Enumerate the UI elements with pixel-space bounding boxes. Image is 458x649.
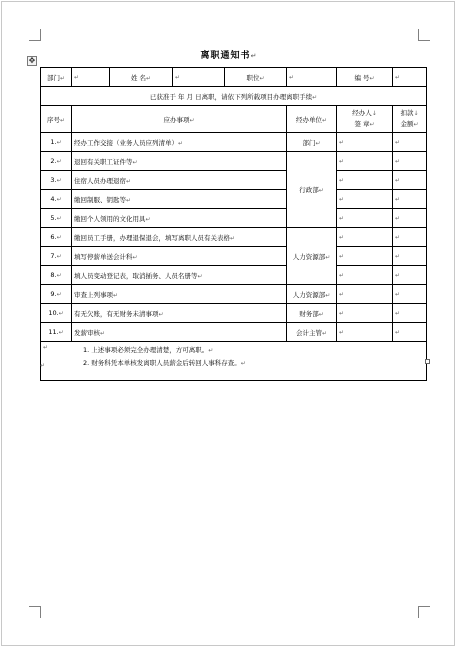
note-line-1: 1. 上述事项必须完全办理清楚，方可离职。↵ bbox=[83, 346, 214, 354]
row-item: 经办工作交接（业务人员应列清单）↵ bbox=[72, 133, 287, 152]
notes-leading-mark: ↵ bbox=[43, 344, 49, 351]
row-deduction-cell[interactable]: ↵ bbox=[393, 152, 427, 171]
paragraph-mark: ↵ bbox=[250, 52, 258, 60]
row-item: 填人员变动登记表，取消插务、人员名册等↵ bbox=[72, 266, 287, 285]
row-unit: 部门↵ bbox=[287, 133, 337, 152]
name-label: 姓 名↵ bbox=[110, 68, 173, 87]
table-row bbox=[41, 171, 427, 190]
row-deduction-cell[interactable]: ↵ bbox=[393, 285, 427, 304]
row-item: 审查上列事项↵ bbox=[72, 285, 287, 304]
document-title bbox=[0, 48, 458, 61]
number-value-cell[interactable]: ↵ bbox=[393, 68, 427, 87]
row-unit: 财务部↵ bbox=[287, 304, 337, 323]
crop-mark-bottom-left bbox=[29, 606, 41, 618]
table-row bbox=[41, 247, 427, 266]
position-value-cell[interactable]: ↵ bbox=[287, 68, 337, 87]
row-deduction-cell[interactable]: ↵ bbox=[393, 133, 427, 152]
row-item: 发薪审核↵ bbox=[72, 323, 287, 342]
trailing-paragraph-mark: ↵ bbox=[40, 362, 46, 369]
note-line-2: 2. 财务科凭本单核发离职人员薪金后转回人事科存查。↵ bbox=[83, 359, 246, 367]
approval-text: 已获准于 年 月 日离职，请依下列所载项目办理离职手续↵ bbox=[41, 87, 427, 106]
row-handler-cell[interactable]: ↵ bbox=[337, 209, 393, 228]
row-deduction-cell[interactable]: ↵ bbox=[393, 247, 427, 266]
row-unit: 会计主管↵ bbox=[287, 323, 337, 342]
approval-row bbox=[41, 87, 427, 106]
notes-row bbox=[41, 342, 427, 381]
row-number: 1.↵ bbox=[41, 133, 72, 152]
row-number: 4.↵ bbox=[41, 190, 72, 209]
dept-value-cell[interactable]: ↵ bbox=[72, 68, 110, 87]
info-row bbox=[41, 68, 427, 87]
table-row bbox=[41, 190, 427, 209]
row-item: 缴回制服、钥匙等↵ bbox=[72, 190, 287, 209]
header-unit: 经办单位↵ bbox=[287, 106, 337, 133]
position-label: 职位↵ bbox=[225, 68, 287, 87]
row-unit: 人力资源部↵ bbox=[287, 285, 337, 304]
row-handler-cell[interactable]: ↵ bbox=[337, 171, 393, 190]
row-number: 11.↵ bbox=[41, 323, 72, 342]
row-handler-cell[interactable]: ↵ bbox=[337, 133, 393, 152]
table-move-handle-icon[interactable]: ✥ bbox=[28, 56, 36, 65]
row-handler-cell[interactable]: ↵ bbox=[337, 266, 393, 285]
row-number: 8.↵ bbox=[41, 266, 72, 285]
row-number: 9.↵ bbox=[41, 285, 72, 304]
unit-hr-merged: 人力资源部↵ bbox=[287, 228, 337, 285]
row-number: 10.↵ bbox=[41, 304, 72, 323]
header-handler: 经办人↓ 签 章↵ bbox=[337, 106, 393, 133]
row-item: 有无欠账，有无财务未清事项↵ bbox=[72, 304, 287, 323]
table-resize-handle-icon[interactable] bbox=[425, 359, 430, 364]
row-item: 缴回员工手册，办理退保退会，填写离职人员有关表格↵ bbox=[72, 228, 287, 247]
title-text: 离职通知书 bbox=[200, 51, 251, 61]
row-number: 5.↵ bbox=[41, 209, 72, 228]
number-label: 编 号↵ bbox=[337, 68, 393, 87]
crop-mark-top-right bbox=[418, 29, 430, 41]
header-row bbox=[41, 106, 427, 133]
header-deduction: 扣款↓ 金额↵ bbox=[393, 106, 427, 133]
row-deduction-cell[interactable]: ↵ bbox=[393, 190, 427, 209]
row-deduction-cell[interactable]: ↵ bbox=[393, 323, 427, 342]
table-row bbox=[41, 266, 427, 285]
row-item: 退回有关职工证件等↵ bbox=[72, 152, 287, 171]
row-number: 7.↵ bbox=[41, 247, 72, 266]
row-handler-cell[interactable]: ↵ bbox=[337, 285, 393, 304]
row-handler-cell[interactable]: ↵ bbox=[337, 247, 393, 266]
table-row bbox=[41, 304, 427, 323]
table-row bbox=[41, 133, 427, 152]
row-item: 填写停薪单送会计科↵ bbox=[72, 247, 287, 266]
table-row bbox=[41, 209, 427, 228]
crop-mark-top-left bbox=[29, 29, 41, 41]
table-row bbox=[41, 228, 427, 247]
row-handler-cell[interactable]: ↵ bbox=[337, 228, 393, 247]
table-row bbox=[41, 323, 427, 342]
row-number: 6.↵ bbox=[41, 228, 72, 247]
row-deduction-cell[interactable]: ↵ bbox=[393, 228, 427, 247]
dept-label: 部门↵ bbox=[41, 68, 72, 87]
table-row bbox=[41, 285, 427, 304]
row-handler-cell[interactable]: ↵ bbox=[337, 304, 393, 323]
table-row bbox=[41, 152, 427, 171]
notes-cell bbox=[41, 342, 427, 381]
row-deduction-cell[interactable]: ↵ bbox=[393, 171, 427, 190]
row-handler-cell[interactable]: ↵ bbox=[337, 190, 393, 209]
row-item: 住宿人员办理退宿↵ bbox=[72, 171, 287, 190]
name-value-cell[interactable]: ↵ bbox=[173, 68, 225, 87]
row-deduction-cell[interactable]: ↵ bbox=[393, 304, 427, 323]
row-item: 缴回个人领用的文化用具↵ bbox=[72, 209, 287, 228]
header-item: 应办事项↵ bbox=[72, 106, 287, 133]
row-deduction-cell[interactable]: ↵ bbox=[393, 209, 427, 228]
unit-admin-merged: 行政部↵ bbox=[287, 152, 337, 228]
row-number: 2.↵ bbox=[41, 152, 72, 171]
header-seq: 序号↵ bbox=[41, 106, 72, 133]
row-deduction-cell[interactable]: ↵ bbox=[393, 266, 427, 285]
crop-mark-bottom-right bbox=[418, 606, 430, 618]
resignation-form-table bbox=[40, 67, 427, 381]
row-handler-cell[interactable]: ↵ bbox=[337, 152, 393, 171]
row-handler-cell[interactable]: ↵ bbox=[337, 323, 393, 342]
row-number: 3.↵ bbox=[41, 171, 72, 190]
